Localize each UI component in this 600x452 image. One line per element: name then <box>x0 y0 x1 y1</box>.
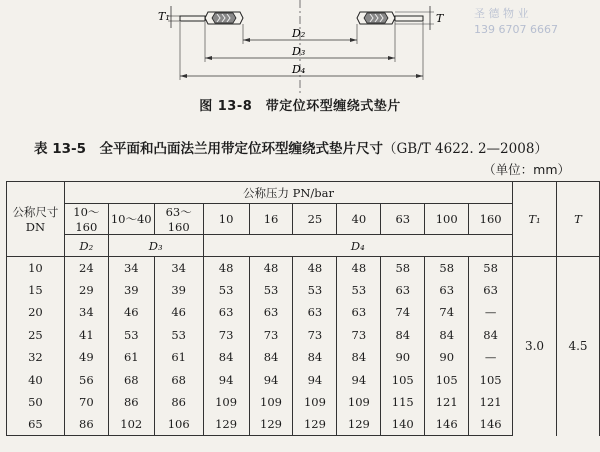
table-cell: 63 <box>425 279 469 301</box>
table-cell: 102 <box>108 413 154 435</box>
d3-range2-header: 63～160 <box>154 204 203 235</box>
t1-header: T₁ <box>513 182 557 257</box>
locating-ring-right <box>395 16 423 21</box>
d2-range-header: 10～160 <box>64 204 108 235</box>
table-cell: 115 <box>381 391 425 413</box>
table-cell: 94 <box>293 368 337 390</box>
table-cell: 84 <box>203 346 249 368</box>
dn-header <box>7 182 65 257</box>
pn-header: 100 <box>425 204 469 235</box>
d3-range1-header: 10～40 <box>108 204 154 235</box>
table-cell: 58 <box>381 257 425 279</box>
pn-header: 63 <box>381 204 425 235</box>
gasket-left-section <box>205 12 243 24</box>
table-cell: 146 <box>469 413 513 435</box>
table-cell: 106 <box>154 413 203 435</box>
table-cell: 49 <box>64 346 108 368</box>
table-cell: 105 <box>425 368 469 390</box>
t-dim-label: T <box>436 12 444 25</box>
pn-header: 25 <box>293 204 337 235</box>
table-cell: 46 <box>154 301 203 323</box>
table-cell: 34 <box>108 257 154 279</box>
table-cell: 84 <box>293 346 337 368</box>
table-cell: 109 <box>337 391 381 413</box>
table-cell: 121 <box>425 391 469 413</box>
pn-header: 160 <box>469 204 513 235</box>
d4-dim-label: D₄ <box>292 63 306 76</box>
d3-header: D₃ <box>108 235 203 257</box>
table-cell: 129 <box>293 413 337 435</box>
table-cell: 63 <box>249 301 293 323</box>
t1-value-cell: 3.0 <box>513 257 557 436</box>
table-cell: 86 <box>108 391 154 413</box>
table-cell: 105 <box>381 368 425 390</box>
table-cell: 84 <box>381 324 425 346</box>
table-cell: 94 <box>203 368 249 390</box>
table-cell: 24 <box>64 257 108 279</box>
unit-note: （单位：mm） <box>483 162 570 177</box>
table-cell: — <box>469 301 513 323</box>
table-row <box>7 257 600 279</box>
table-cell: — <box>469 346 513 368</box>
table-cell: 105 <box>469 368 513 390</box>
table-title <box>34 137 548 157</box>
watermark-line-1: 圣 德 物 业 <box>474 7 529 20</box>
table-cell: 39 <box>154 279 203 301</box>
table-cell: 84 <box>469 324 513 346</box>
dn-header-sub: DN <box>25 220 46 234</box>
table-cell: 84 <box>425 324 469 346</box>
table-title-main: 表 13-5 全平面和凸面法兰用带定位环型缠绕式垫片尺寸 <box>34 141 383 157</box>
table-cell: 68 <box>154 368 203 390</box>
table-row <box>7 279 600 301</box>
d2-header: D₂ <box>64 235 108 257</box>
gasket-drawing <box>0 0 600 132</box>
table-cell: 53 <box>203 279 249 301</box>
table-cell: 48 <box>249 257 293 279</box>
table-cell: 53 <box>154 324 203 346</box>
table-cell: 48 <box>293 257 337 279</box>
dn-cell: 25 <box>7 324 65 346</box>
table-row <box>7 324 600 346</box>
table-cell: 53 <box>337 279 381 301</box>
pn-header: 10 <box>203 204 249 235</box>
header-row-3 <box>7 235 600 257</box>
table-cell: 68 <box>108 368 154 390</box>
pn-header: 40 <box>337 204 381 235</box>
table-row <box>7 413 600 435</box>
table-cell: 74 <box>381 301 425 323</box>
table-cell: 73 <box>293 324 337 346</box>
table-cell: 109 <box>203 391 249 413</box>
header-row-1 <box>7 182 600 204</box>
table-cell: 73 <box>203 324 249 346</box>
table-cell: 34 <box>64 301 108 323</box>
table-body <box>7 257 600 436</box>
figure-caption: 图 13-8 带定位环型缠绕式垫片 <box>199 99 401 114</box>
pn-header: 16 <box>249 204 293 235</box>
table-cell: 86 <box>64 413 108 435</box>
table-cell: 58 <box>425 257 469 279</box>
table-row <box>7 391 600 413</box>
table-cell: 84 <box>337 346 381 368</box>
table-cell: 70 <box>64 391 108 413</box>
table-cell: 84 <box>249 346 293 368</box>
table-row <box>7 368 600 390</box>
dn-header-label: 公称尺寸 <box>12 205 59 219</box>
table-cell: 129 <box>337 413 381 435</box>
header-row-2 <box>7 204 600 235</box>
table-cell: 48 <box>337 257 381 279</box>
table-cell: 121 <box>469 391 513 413</box>
dn-cell: 15 <box>7 279 65 301</box>
dn-cell: 50 <box>7 391 65 413</box>
table-cell: 94 <box>249 368 293 390</box>
table-cell: 53 <box>293 279 337 301</box>
table-cell: 74 <box>425 301 469 323</box>
table-cell: 48 <box>203 257 249 279</box>
table-cell: 129 <box>203 413 249 435</box>
table-row <box>7 346 600 368</box>
table-cell: 63 <box>203 301 249 323</box>
t-header: T <box>556 182 599 257</box>
table-cell: 90 <box>425 346 469 368</box>
table-cell: 53 <box>108 324 154 346</box>
gasket-dimension-table <box>6 181 600 436</box>
table-cell: 58 <box>469 257 513 279</box>
dn-cell: 20 <box>7 301 65 323</box>
d2-dim-label: D₂ <box>292 27 306 40</box>
table-cell: 61 <box>154 346 203 368</box>
table-cell: 90 <box>381 346 425 368</box>
table-cell: 41 <box>64 324 108 346</box>
t-value-cell: 4.5 <box>556 257 599 436</box>
table-cell: 39 <box>108 279 154 301</box>
table-cell: 63 <box>381 279 425 301</box>
t1-dim-label: T₁ <box>158 10 170 23</box>
watermark-line-2: 139 6707 6667 <box>474 23 558 36</box>
table-cell: 56 <box>64 368 108 390</box>
watermark <box>474 6 594 38</box>
table-row <box>7 301 600 323</box>
dn-cell: 40 <box>7 368 65 390</box>
pressure-header: 公称压力 PN/bar <box>64 182 512 204</box>
d4-header: D₄ <box>203 235 512 257</box>
table-cell: 146 <box>425 413 469 435</box>
table-cell: 73 <box>337 324 381 346</box>
gasket-right-section <box>357 12 395 24</box>
table-cell: 109 <box>293 391 337 413</box>
locating-ring-left <box>180 16 205 21</box>
dn-cell: 65 <box>7 413 65 435</box>
table-title-standard: （GB/T 4622. 2—2008） <box>382 141 548 157</box>
table-cell: 53 <box>249 279 293 301</box>
dn-cell: 10 <box>7 257 65 279</box>
table-cell: 63 <box>293 301 337 323</box>
table-cell: 109 <box>249 391 293 413</box>
table-cell: 86 <box>154 391 203 413</box>
dn-cell: 32 <box>7 346 65 368</box>
table-cell: 63 <box>337 301 381 323</box>
table-cell: 73 <box>249 324 293 346</box>
table-cell: 140 <box>381 413 425 435</box>
table-cell: 46 <box>108 301 154 323</box>
table-cell: 34 <box>154 257 203 279</box>
table-cell: 29 <box>64 279 108 301</box>
d3-dim-label: D₃ <box>292 45 306 58</box>
table-cell: 129 <box>249 413 293 435</box>
table-cell: 94 <box>337 368 381 390</box>
table-cell: 63 <box>469 279 513 301</box>
table-cell: 61 <box>108 346 154 368</box>
